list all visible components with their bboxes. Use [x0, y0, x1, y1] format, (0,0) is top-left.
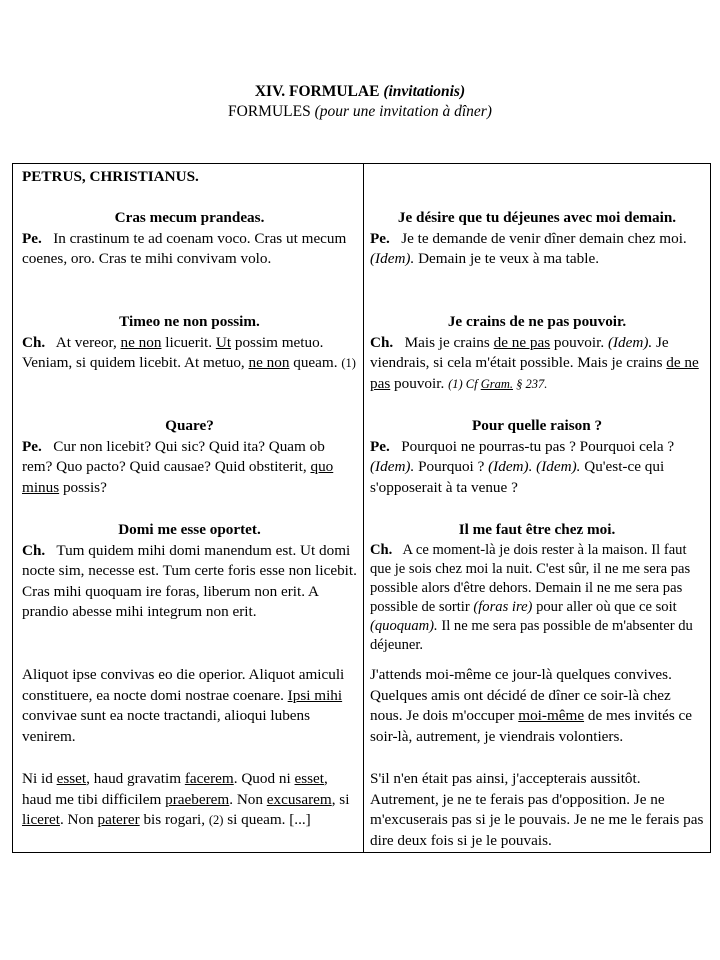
section-heading: Cras mecum prandeas. [114, 209, 265, 226]
latin-section-3 [22, 416, 357, 498]
title-main: XIV. FORMULAE [254, 83, 380, 100]
latin-section-2 [22, 312, 357, 374]
latin-section-1 [22, 208, 357, 270]
section-heading: Quare? [165, 417, 214, 434]
section-heading: Il me faut être chez moi. [458, 521, 616, 538]
section-heading: Pour quelle raison ? [471, 417, 603, 434]
section-heading: Je crains de ne pas pouvoir. [447, 313, 627, 330]
latin-paragraph-6: Ni id esset, haud gravatim facerem. Quod ni esset, haud me tibi difficilem praeberem. Non excusarem, si liceret. Non paterer bis rogari, (2) si queam. [...] [22, 770, 350, 828]
section-text: Ch. A ce moment-là je dois rester à la maison. Il faut que je sois chez moi la nuit. C'est sûr, il ne me sera pas possible alors d'être dehors. Demain il ne me sera pas possible de sortir (foras ire) pour aller où que ce soit (quoquam). Il ne me sera pas possible de m'absenter du déjeuner. [370, 541, 693, 653]
subtitle-paren: (pour une invitation à dîner) [314, 103, 492, 120]
speaker-label: Pe. [22, 229, 42, 247]
persons-line: PETRUS, CHRISTIANUS. [22, 168, 199, 185]
subtitle-main: FORMULES [228, 103, 311, 120]
french-paragraph-6: S'il n'en était pas ainsi, j'accepterais aussitôt. Autrement, je ne te ferais pas d'opposition. Je ne m'excuserais pas si je le pouvais. Je ne me le ferais pas dire deux fois si je le pouvais. [370, 770, 704, 849]
page-subtitle [0, 102, 720, 122]
speaker-label: Ch. [22, 333, 46, 351]
page-header [0, 82, 720, 122]
bilingual-table [12, 163, 711, 853]
section-text: Ch. At vereor, ne non licuerit. Ut possim metuo. Veniam, si quidem licebit. At metuo, ne non queam. (1) [22, 333, 356, 371]
footnote: (1) Cf Gram. § 237. [448, 376, 548, 391]
french-section-2 [370, 312, 704, 394]
section-heading: Domi me esse oportet. [118, 521, 261, 538]
speaker-label: Ch. [370, 333, 394, 351]
footnote-ref: (2) [208, 813, 224, 827]
latin-paragraph-5: Aliquot ipse convivas eo die operior. Aliquot amiculi constituere, ea nocte domi nostrae coenare. Ipsi mihi convivae sunt ea nocte tractandi, alioqui lubens venirem. [22, 666, 345, 745]
column-divider [363, 164, 364, 852]
page-title [0, 82, 720, 102]
speaker-label: Pe. [22, 437, 42, 455]
french-section-1 [370, 208, 704, 270]
section-text: Pe. Je te demande de venir dîner demain chez moi. (Idem). Demain je te veux à ma table. [370, 229, 687, 267]
speaker-label: Pe. [370, 229, 390, 247]
section-text: Ch. Mais je crains de ne pas pouvoir. (Idem). Je viendrais, si cela m'était possible. Mais je crains de ne pas pouvoir. (1) Cf Gram. § 237. [370, 333, 699, 392]
section-heading: Je désire que tu déjeunes avec moi demain. [397, 209, 677, 226]
section-text: Pe. Pourquoi ne pourras-tu pas ? Pourquoi cela ? (Idem). Pourquoi ? (Idem). (Idem). Qu'est-ce qui s'opposerait à ta venue ? [370, 437, 675, 496]
section-text: Ch. Tum quidem mihi domi manendum est. Ut domi nocte sim, necesse est. Tum certe foris esse non licebit. Cras mihi quoquam ire foras, liberum non erit. A prandio abesse mihi integrum non erit. [22, 541, 357, 620]
french-paragraph-5: J'attends moi-même ce jour-là quelques convives. Quelques amis ont décidé de dîner ce soir-là chez nous. Je dois m'occuper moi-même de mes invités ce soir-là, autrement, je viendrais volontiers. [370, 666, 693, 745]
speaker-label: Ch. [370, 541, 393, 558]
speaker-label: Ch. [22, 541, 46, 559]
latin-section-4 [22, 520, 357, 623]
section-text: Pe. Cur non licebit? Qui sic? Quid ita? Quam ob rem? Quo pacto? Quid causae? Quid obstiterit, quo minus possis? [22, 437, 334, 496]
speaker-label: Pe. [370, 437, 390, 455]
french-section-3 [370, 416, 704, 498]
footnote-ref: (1) [341, 356, 356, 370]
title-paren: (invitationis) [383, 83, 466, 100]
section-heading: Timeo ne non possim. [119, 313, 260, 330]
section-text: Pe. In crastinum te ad coenam voco. Cras ut mecum coenes, oro. Cras te mihi convivam volo. [22, 229, 347, 267]
french-section-4 [370, 520, 704, 655]
